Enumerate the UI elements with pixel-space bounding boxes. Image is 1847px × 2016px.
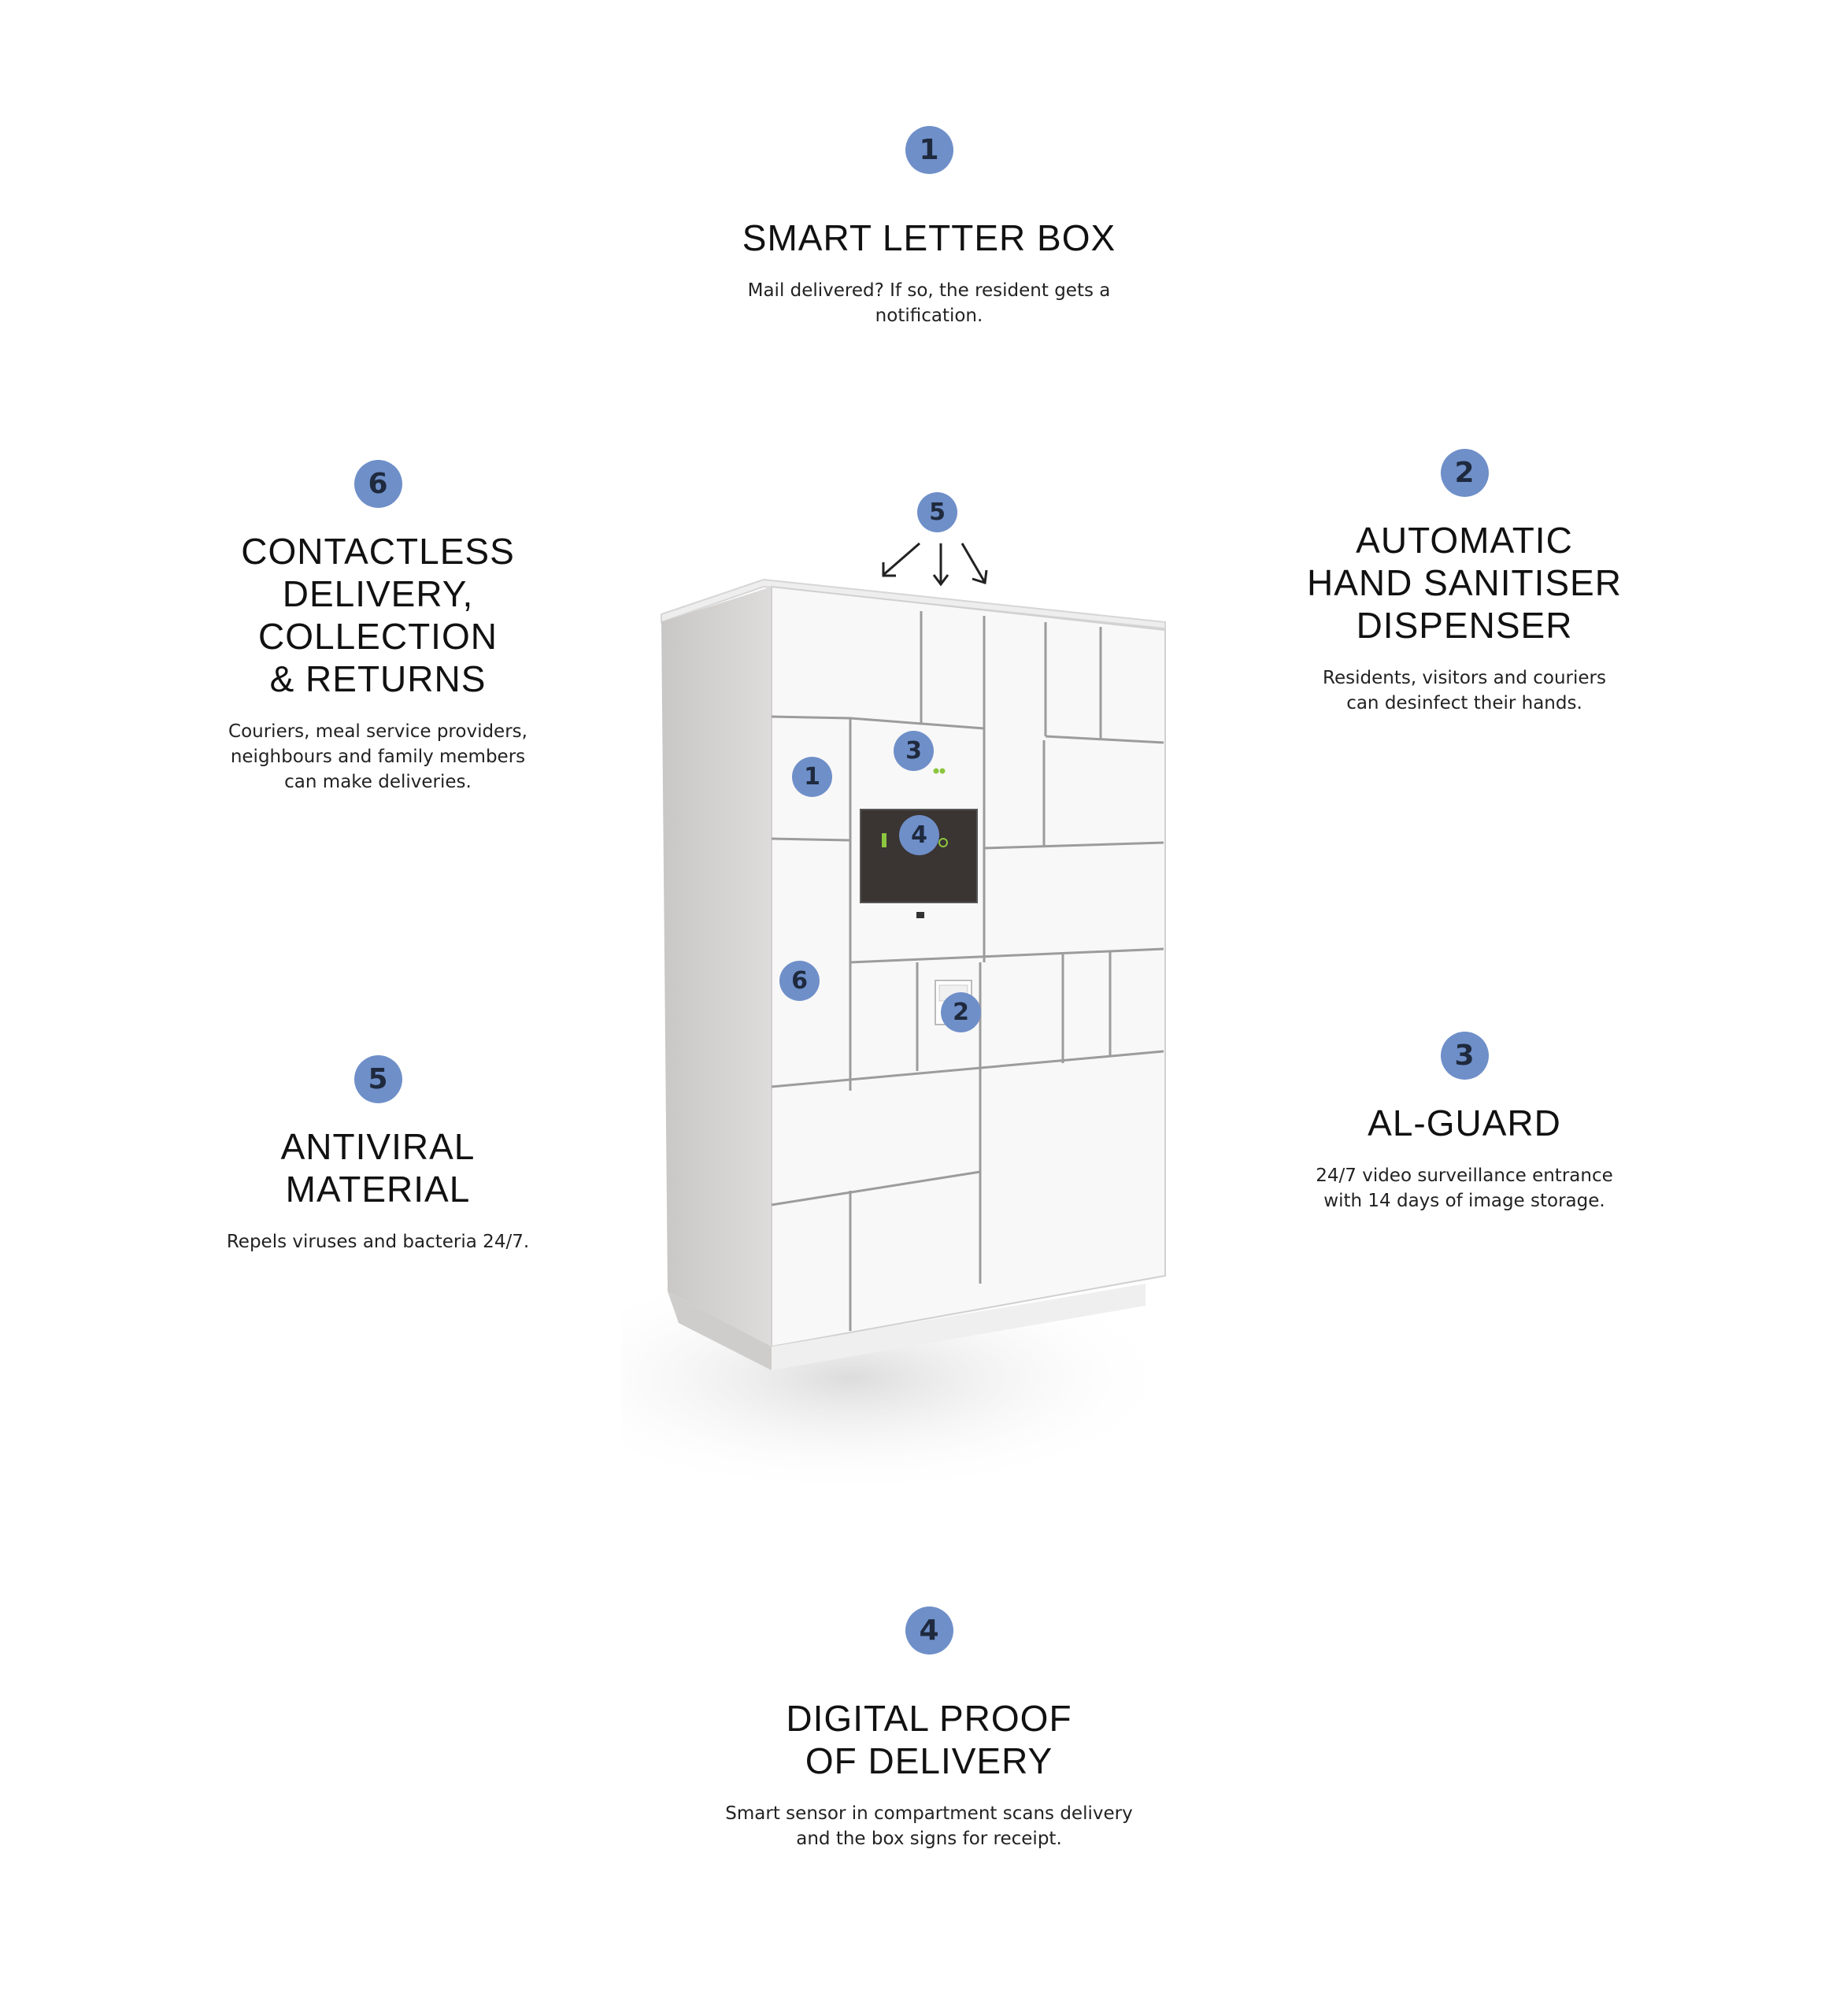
feature-al-guard (1228, 1032, 1701, 1214)
feature-title: SMART LETTER BOX (742, 217, 1116, 258)
locker-side (661, 587, 772, 1347)
feature-title: CONTACTLESS DELIVERY, COLLECTION & RETURNS (241, 531, 515, 699)
feature-number-badge: 4 (905, 1606, 953, 1655)
feature-title: ANTIVIRAL MATERIAL (280, 1126, 476, 1210)
arrows (883, 543, 986, 584)
smart-locker-illustration (622, 480, 1220, 1504)
locker-pin: 2 (941, 992, 981, 1032)
feature-number-badge: 3 (1441, 1032, 1489, 1080)
feature-description: Smart sensor in compartment scans delivery and the box signs for receipt. (725, 1803, 1133, 1849)
feature-contactless-delivery (142, 460, 614, 795)
feature-smart-letter-box (653, 126, 1205, 328)
feature-hand-sanitiser (1228, 449, 1701, 716)
feature-number-badge: 2 (1441, 449, 1489, 497)
feature-description: 24/7 video surveillance entrance with 14 days of image storage. (1316, 1166, 1613, 1211)
feature-description: Mail delivered? If so, the resident gets a notification. (747, 280, 1111, 326)
feature-title: AUTOMATIC HAND SANITISER DISPENSER (1307, 520, 1622, 646)
feature-number-badge: 5 (354, 1055, 402, 1103)
feature-title: DIGITAL PROOF OF DELIVERY (786, 1698, 1072, 1781)
feature-description: Residents, visitors and couriers can desinfect their hands. (1323, 668, 1606, 713)
feature-antiviral-material (142, 1055, 614, 1254)
feature-number-badge: 6 (354, 460, 402, 508)
locker-front (772, 587, 1165, 1347)
locker-pin: 1 (792, 757, 832, 797)
feature-title: AL-GUARD (1368, 1102, 1561, 1143)
locker-pin: 3 (894, 731, 934, 771)
locker-graphic (622, 480, 1220, 1504)
locker-pin: 6 (779, 961, 820, 1001)
feature-description: Repels viruses and bacteria 24/7. (226, 1232, 530, 1252)
locker-pin: 4 (899, 815, 939, 855)
feature-digital-proof (653, 1606, 1205, 1851)
feature-number-badge: 1 (905, 126, 953, 174)
feature-description: Couriers, meal service providers, neighbours and family members can make deliveries. (228, 721, 527, 792)
locker-pin: 5 (917, 492, 957, 532)
